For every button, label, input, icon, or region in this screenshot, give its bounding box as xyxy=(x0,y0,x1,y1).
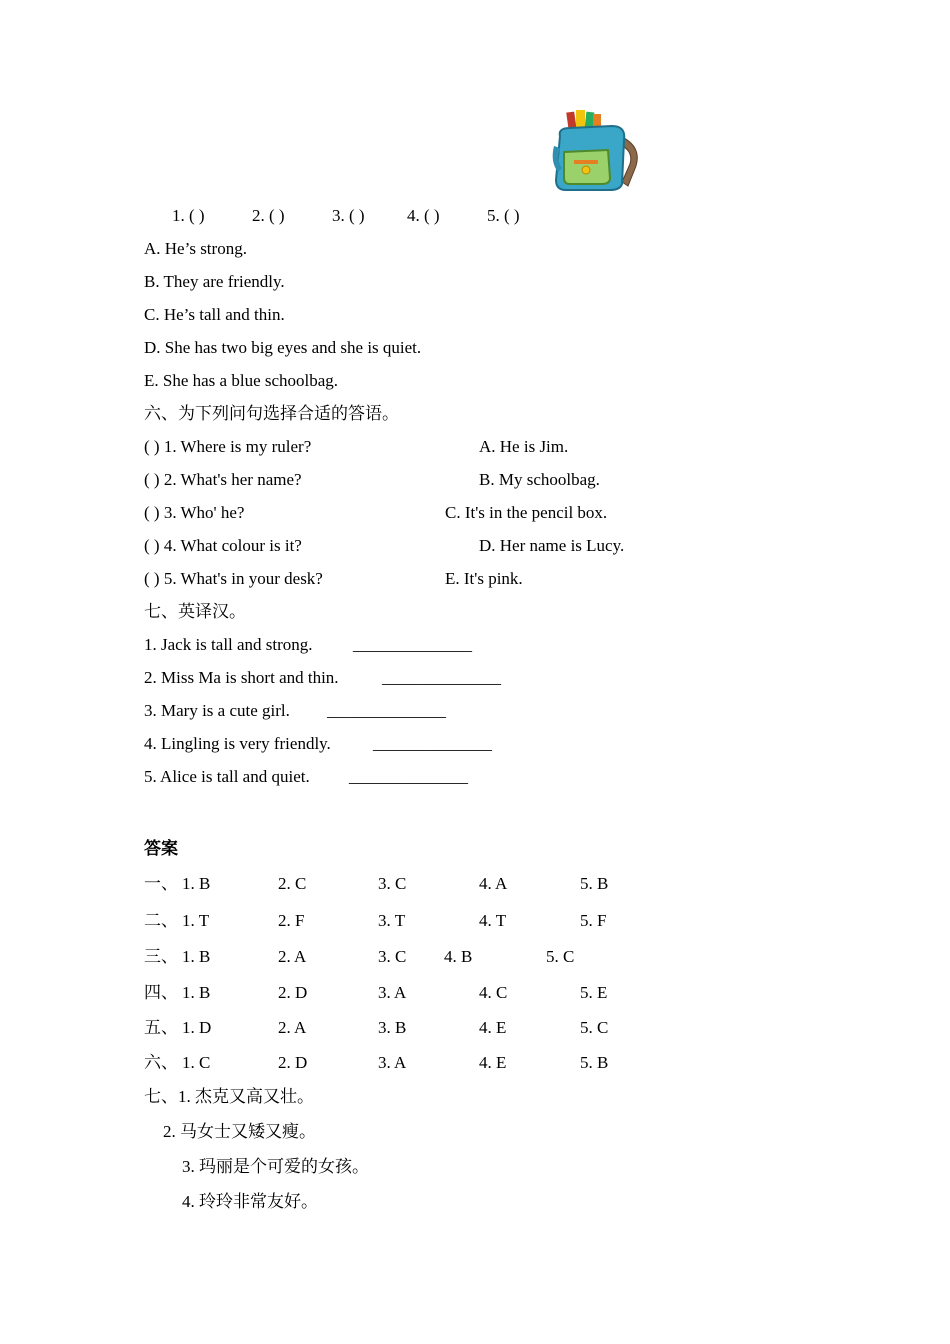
answer-row-6-cell-5: 5. B xyxy=(580,1053,609,1072)
answer-row-4-cell-5: 5. E xyxy=(580,983,608,1002)
section7-item-5: 5. Alice is tall and quiet. xyxy=(144,767,310,786)
answer-row-4-cell-2: 2. D xyxy=(278,983,308,1002)
answer-row-1-cell-4: 4. A xyxy=(479,874,508,893)
answer-row-1-label: 一、 xyxy=(144,874,178,893)
answer-row-3-label: 三、 xyxy=(144,947,178,966)
answer-row-5-cell-5: 5. C xyxy=(580,1018,609,1037)
answer-row-1-cell-1: 1. B xyxy=(182,874,211,893)
section7-blank-3[interactable]: ______________ xyxy=(327,701,446,720)
section7-blank-5[interactable]: ______________ xyxy=(349,767,468,786)
answer-row-5-cell-3: 3. B xyxy=(378,1018,407,1037)
description-a: A. He’s strong. xyxy=(144,239,247,258)
answer-row-1-cell-2: 2. C xyxy=(278,874,307,893)
section6-answer-c: C. It's in the pencil box. xyxy=(445,503,608,522)
answer-row-3-cell-4: 4. B xyxy=(444,947,473,966)
section7-blank-1[interactable]: ______________ xyxy=(353,635,472,654)
section6-question-1[interactable]: ( ) 1. Where is my ruler? xyxy=(144,437,312,456)
answer-row-6-cell-3: 3. A xyxy=(378,1053,407,1072)
listen-blank-3[interactable]: 3. ( ) xyxy=(332,206,365,225)
answer-row-6-cell-2: 2. D xyxy=(278,1053,308,1072)
description-d: D. She has two big eyes and she is quiet. xyxy=(144,338,422,357)
section7-blank-2[interactable]: ______________ xyxy=(382,668,501,687)
answer-row-5-cell-2: 2. A xyxy=(278,1018,307,1037)
section6-title: 六、为下列问句选择合适的答语。 xyxy=(144,404,399,423)
section7-item-4: 4. Lingling is very friendly. xyxy=(144,734,331,753)
section6-answer-d: D. Her name is Lucy. xyxy=(479,536,625,555)
answer-row-2-cell-4: 4. T xyxy=(479,911,507,930)
schoolbag-illustration xyxy=(550,106,642,192)
answer-row-2-cell-1: 1. T xyxy=(182,911,210,930)
answer-row-4-cell-4: 4. C xyxy=(479,983,508,1002)
listen-blank-2[interactable]: 2. ( ) xyxy=(252,206,285,225)
answer-row-2-cell-3: 3. T xyxy=(378,911,406,930)
answer-translation-2: 2. 马女士又矮又瘦。 xyxy=(163,1122,316,1141)
answer-translation-4: 4. 玲玲非常友好。 xyxy=(182,1192,318,1211)
section7-item-1: 1. Jack is tall and strong. xyxy=(144,635,313,654)
answer-row-3-cell-5: 5. C xyxy=(546,947,575,966)
answer-row-2-cell-5: 5. F xyxy=(580,911,607,930)
section6-answer-a: A. He is Jim. xyxy=(479,437,569,456)
listen-blank-1[interactable]: 1. ( ) xyxy=(172,206,205,225)
section6-question-2[interactable]: ( ) 2. What's her name? xyxy=(144,470,302,489)
section6-answer-b: B. My schoolbag. xyxy=(479,470,600,489)
answer-row-3-cell-3: 3. C xyxy=(378,947,407,966)
section6-question-5[interactable]: ( ) 5. What's in your desk? xyxy=(144,569,323,588)
section7-title: 七、英译汉。 xyxy=(144,602,246,621)
answer-row-4-label: 四、 xyxy=(144,983,178,1002)
answer-row-6-cell-1: 1. C xyxy=(182,1053,211,1072)
section6-question-3[interactable]: ( ) 3. Who' he? xyxy=(144,503,245,522)
answer-translation-3: 3. 玛丽是个可爱的女孩。 xyxy=(182,1157,369,1176)
section7-blank-4[interactable]: ______________ xyxy=(373,734,492,753)
answer-translation-1: 七、1. 杰克又高又壮。 xyxy=(144,1087,314,1106)
section6-question-4[interactable]: ( ) 4. What colour is it? xyxy=(144,536,302,555)
answer-row-1-cell-5: 5. B xyxy=(580,874,609,893)
description-c: C. He’s tall and thin. xyxy=(144,305,285,324)
answer-row-1-cell-3: 3. C xyxy=(378,874,407,893)
answer-row-5-label: 五、 xyxy=(144,1018,178,1037)
answer-key-title: 答案 xyxy=(144,839,178,858)
listen-blank-5[interactable]: 5. ( ) xyxy=(487,206,520,225)
answer-row-5-cell-4: 4. E xyxy=(479,1018,507,1037)
answer-row-3-cell-1: 1. B xyxy=(182,947,211,966)
answer-row-3-cell-2: 2. A xyxy=(278,947,307,966)
answer-row-4-cell-3: 3. A xyxy=(378,983,407,1002)
answer-row-6-cell-4: 4. E xyxy=(479,1053,507,1072)
description-e: E. She has a blue schoolbag. xyxy=(144,371,339,390)
answer-row-5-cell-1: 1. D xyxy=(182,1018,212,1037)
section7-item-2: 2. Miss Ma is short and thin. xyxy=(144,668,339,687)
listen-blank-4[interactable]: 4. ( ) xyxy=(407,206,440,225)
section6-answer-e: E. It's pink. xyxy=(445,569,523,588)
answer-row-2-cell-2: 2. F xyxy=(278,911,305,930)
section7-item-3: 3. Mary is a cute girl. xyxy=(144,701,290,720)
description-b: B. They are friendly. xyxy=(144,272,285,291)
answer-row-2-label: 二、 xyxy=(144,911,178,930)
answer-row-4-cell-1: 1. B xyxy=(182,983,211,1002)
answer-row-6-label: 六、 xyxy=(144,1053,178,1072)
